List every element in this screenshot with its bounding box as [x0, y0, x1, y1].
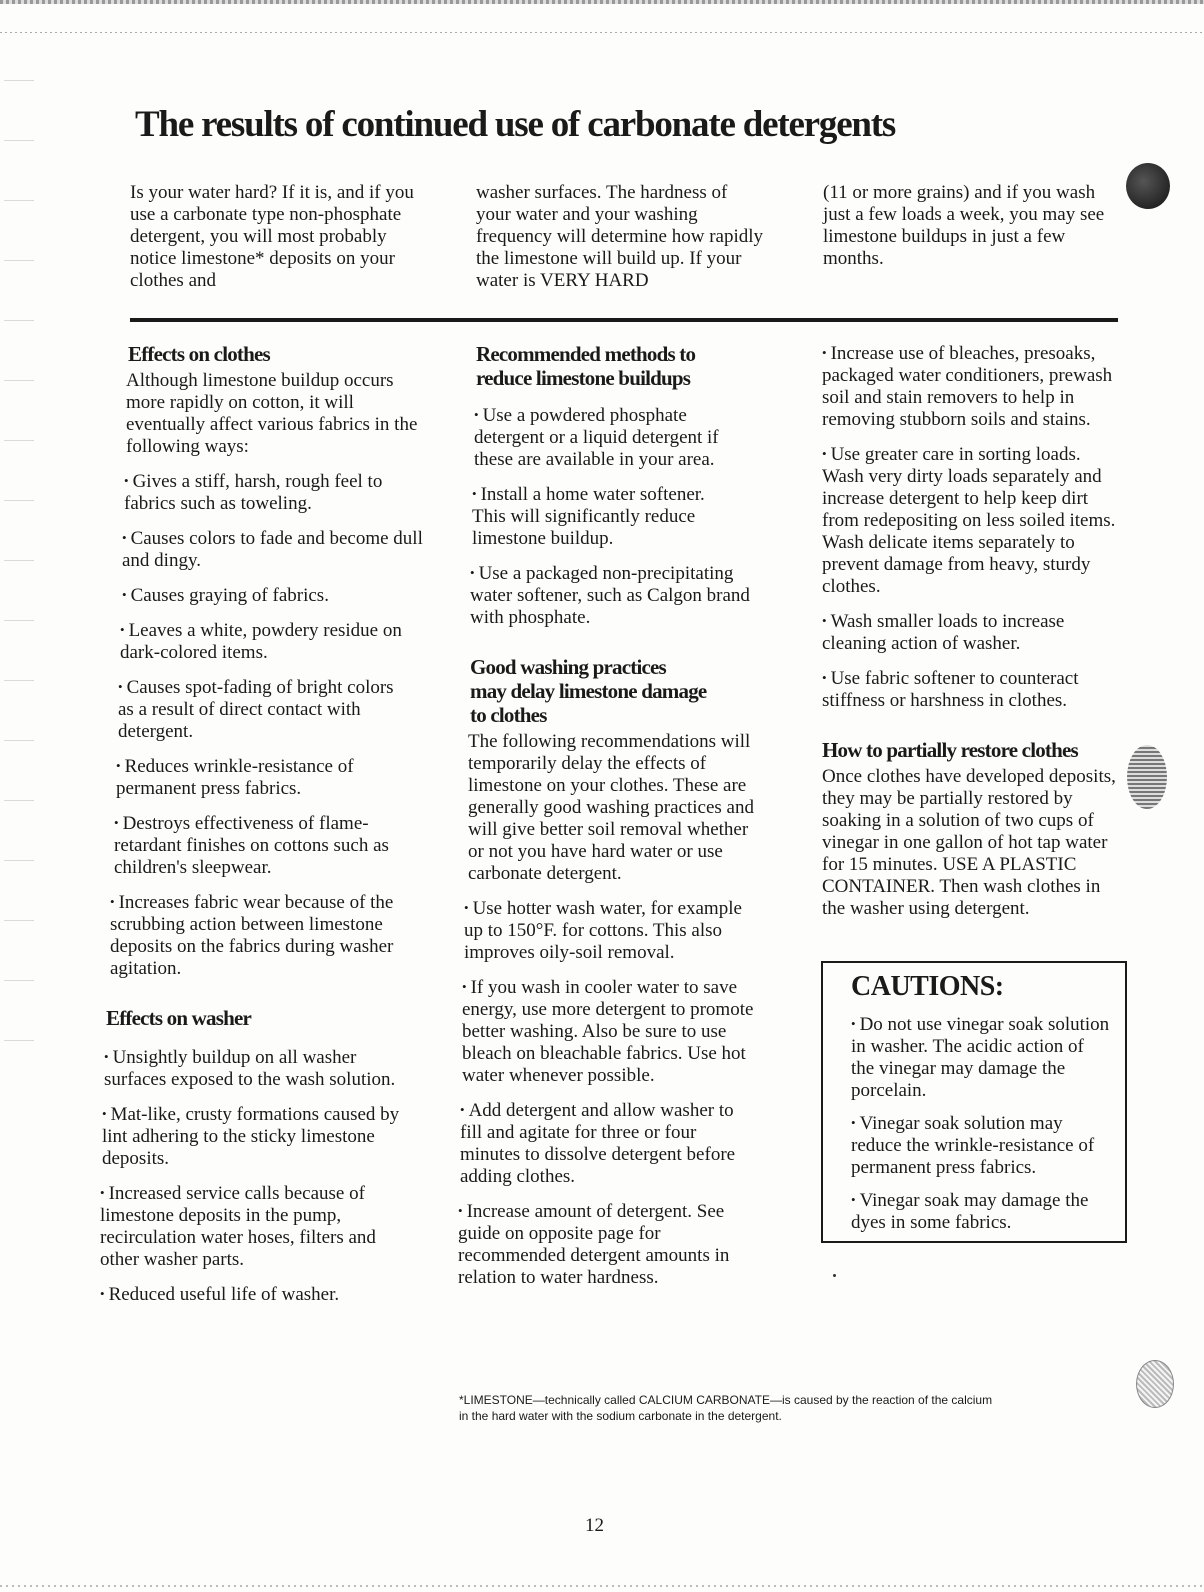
stray-dot — [833, 1274, 836, 1277]
bullet-icon: • — [104, 1049, 109, 1064]
list-item: • Unsightly buildup on all washer surfaces exposed to the wash solution. — [104, 1047, 396, 1090]
page-title: The results of continued use of carbonate detergents — [135, 104, 896, 145]
bullet-icon: • — [122, 530, 127, 545]
list-item: • If you wash in cooler water to save energy, use more detergent to promote better washing. Also be sure to use bleach on bleachable fabrics. Use hot water whenever possible. — [462, 977, 754, 1086]
list-item: • Causes spot-fading of bright colors as a result of direct contact with detergent. — [118, 677, 394, 742]
bullet-icon: • — [118, 679, 123, 694]
bullet-icon: • — [458, 1203, 463, 1218]
bullet-icon: • — [851, 1016, 856, 1031]
bullet-icon: • — [851, 1115, 856, 1130]
bullet-icon: • — [120, 622, 125, 637]
list-item: • Increase amount of detergent. See guide on opposite page for recommended detergent amounts in relation to water hardness. — [458, 1201, 730, 1288]
top-scan-edge — [0, 0, 1204, 4]
restore-heading: How to partially restore clothes — [822, 738, 1078, 762]
list-item: • Leaves a white, powdery residue on dark-colored items. — [120, 620, 402, 663]
list-item: • Use hotter wash water, for example up to 150°F. for cottons. This also improves oily-soil removal. — [464, 898, 742, 963]
bullet-icon: • — [114, 815, 119, 830]
thumb-index-tab-3 — [1136, 1360, 1174, 1408]
bullet-icon: • — [822, 670, 827, 685]
page-number: 12 — [585, 1515, 604, 1536]
good-practices-heading: Good washing practices may delay limestone damage to clothes — [470, 655, 707, 727]
bullet-icon: • — [100, 1286, 105, 1301]
intro-col-1: Is your water hard? If it is, and if you use a carbonate type non-phosphate detergent, you will most probably notice limestone* deposits on your clothes and — [130, 182, 414, 291]
left-scan-marks — [4, 40, 34, 1070]
bullet-icon: • — [110, 894, 115, 909]
bullet-icon: • — [822, 613, 827, 628]
list-item: • Causes graying of fabrics. — [122, 585, 329, 606]
bullet-icon: • — [822, 345, 827, 360]
list-item: • Install a home water softener. This will significantly reduce limestone buildup. — [472, 484, 705, 549]
list-item: • Increase use of bleaches, presoaks, packaged water conditioners, prewash soil and stain removers to help in removing stubborn soils and stains. — [822, 343, 1113, 430]
footnote: *LIMESTONE—technically called CALCIUM CARBONATE—is caused by the reaction of the calcium in the hard water with the sodium carbonate in the detergent. — [459, 1393, 993, 1423]
list-item: • Use fabric softener to counteract stiffness or harshness in clothes. — [822, 668, 1079, 711]
bullet-icon: • — [100, 1185, 105, 1200]
section-divider — [130, 318, 1118, 322]
bullet-icon: • — [464, 900, 469, 915]
effects-clothes-intro: Although limestone buildup occurs more rapidly on cotton, it will eventually affect various fabrics in the following ways: — [126, 370, 418, 457]
effects-washer-heading: Effects on washer — [106, 1006, 252, 1030]
list-item: • Use a powdered phosphate detergent or a liquid detergent if these are available in your area. — [474, 405, 719, 470]
list-item: • Use greater care in sorting loads. Wash very dirty loads separately and increase detergent to help keep dirt from redepositing on less soiled items. Wash delicate items separately to prevent damage from heavy, sturdy clothes. — [822, 444, 1116, 597]
bullet-icon: • — [851, 1192, 856, 1207]
column-left — [100, 342, 428, 1318]
cautions-box — [821, 961, 1127, 1243]
thumb-index-tab-1 — [1126, 163, 1170, 209]
list-item: • Reduced useful life of washer. — [100, 1284, 340, 1305]
list-item: • Vinegar soak solution may reduce the wrinkle-resistance of permanent press fabrics. — [851, 1113, 1095, 1178]
effects-clothes-heading: Effects on clothes — [128, 342, 270, 366]
bullet-icon: • — [470, 565, 475, 580]
bullet-icon: • — [102, 1106, 107, 1121]
bullet-icon: • — [822, 446, 827, 461]
column-middle — [458, 342, 772, 1301]
list-item: • Mat-like, crusty formations caused by lint adhering to the sticky limestone deposits. — [102, 1104, 400, 1169]
intro-col-2: washer surfaces. The hardness of your water and your washing frequency will determine how rapidly the limestone will build up. If your water is VERY HARD — [476, 182, 764, 291]
good-practices-intro: The following recommendations will temporarily delay the effects of limestone on your clothes. These are generally good washing practices and will give better soil removal whether or not you have hard water or use carbonate detergent. — [468, 731, 754, 884]
top-scan-line — [0, 32, 1204, 33]
bullet-icon: • — [474, 407, 479, 422]
bullet-icon: • — [124, 473, 129, 488]
list-item: • Destroys effectiveness of flame-retardant finishes on cottons such as children's sleepwear. — [114, 813, 389, 878]
list-item: • Add detergent and allow washer to fill and agitate for three or four minutes to dissolve detergent before adding clothes. — [460, 1100, 736, 1187]
list-item: • Gives a stiff, harsh, rough feel to fabrics such as toweling. — [124, 471, 383, 514]
list-item: • Wash smaller loads to increase cleaning action of washer. — [822, 611, 1065, 654]
bullet-icon: • — [472, 486, 477, 501]
list-item: • Reduces wrinkle-resistance of permanent press fabrics. — [116, 756, 354, 799]
column-right — [822, 342, 1128, 932]
recommended-heading: Recommended methods to reduce limestone buildups — [476, 342, 696, 390]
list-item: • Causes colors to fade and become dull and dingy. — [122, 528, 423, 571]
restore-text: Once clothes have developed deposits, they may be partially restored by soaking in a solution of two cups of vinegar in one gallon of hot tap water for 15 minutes. USE A PLASTIC CONTAINER. Then wash clothes in the washer using detergent. — [822, 766, 1116, 919]
list-item: • Do not use vinegar soak solution in washer. The acidic action of the vinegar may damage the porcelain. — [851, 1014, 1110, 1101]
bullet-icon: • — [462, 979, 467, 994]
list-item: • Use a packaged non-precipitating water softener, such as Calgon brand with phosphate. — [470, 563, 750, 628]
cautions-heading: CAUTIONS: — [851, 971, 1004, 1002]
bullet-icon: • — [460, 1102, 465, 1117]
intro-col-3: (11 or more grains) and if you wash just a few loads a week, you may see limestone buildups in just a few months. — [823, 182, 1105, 269]
bottom-scan-edge — [0, 1585, 1204, 1587]
list-item: • Increases fabric wear because of the scrubbing action between limestone deposits on the fabrics during washer agitation. — [110, 892, 394, 979]
bullet-icon: • — [116, 758, 121, 773]
list-item: • Vinegar soak may damage the dyes in some fabrics. — [851, 1190, 1089, 1233]
thumb-index-tab-2 — [1127, 745, 1167, 809]
bullet-icon: • — [122, 587, 127, 602]
list-item: • Increased service calls because of limestone deposits in the pump, recirculation water hoses, filters and other washer parts. — [100, 1183, 376, 1270]
